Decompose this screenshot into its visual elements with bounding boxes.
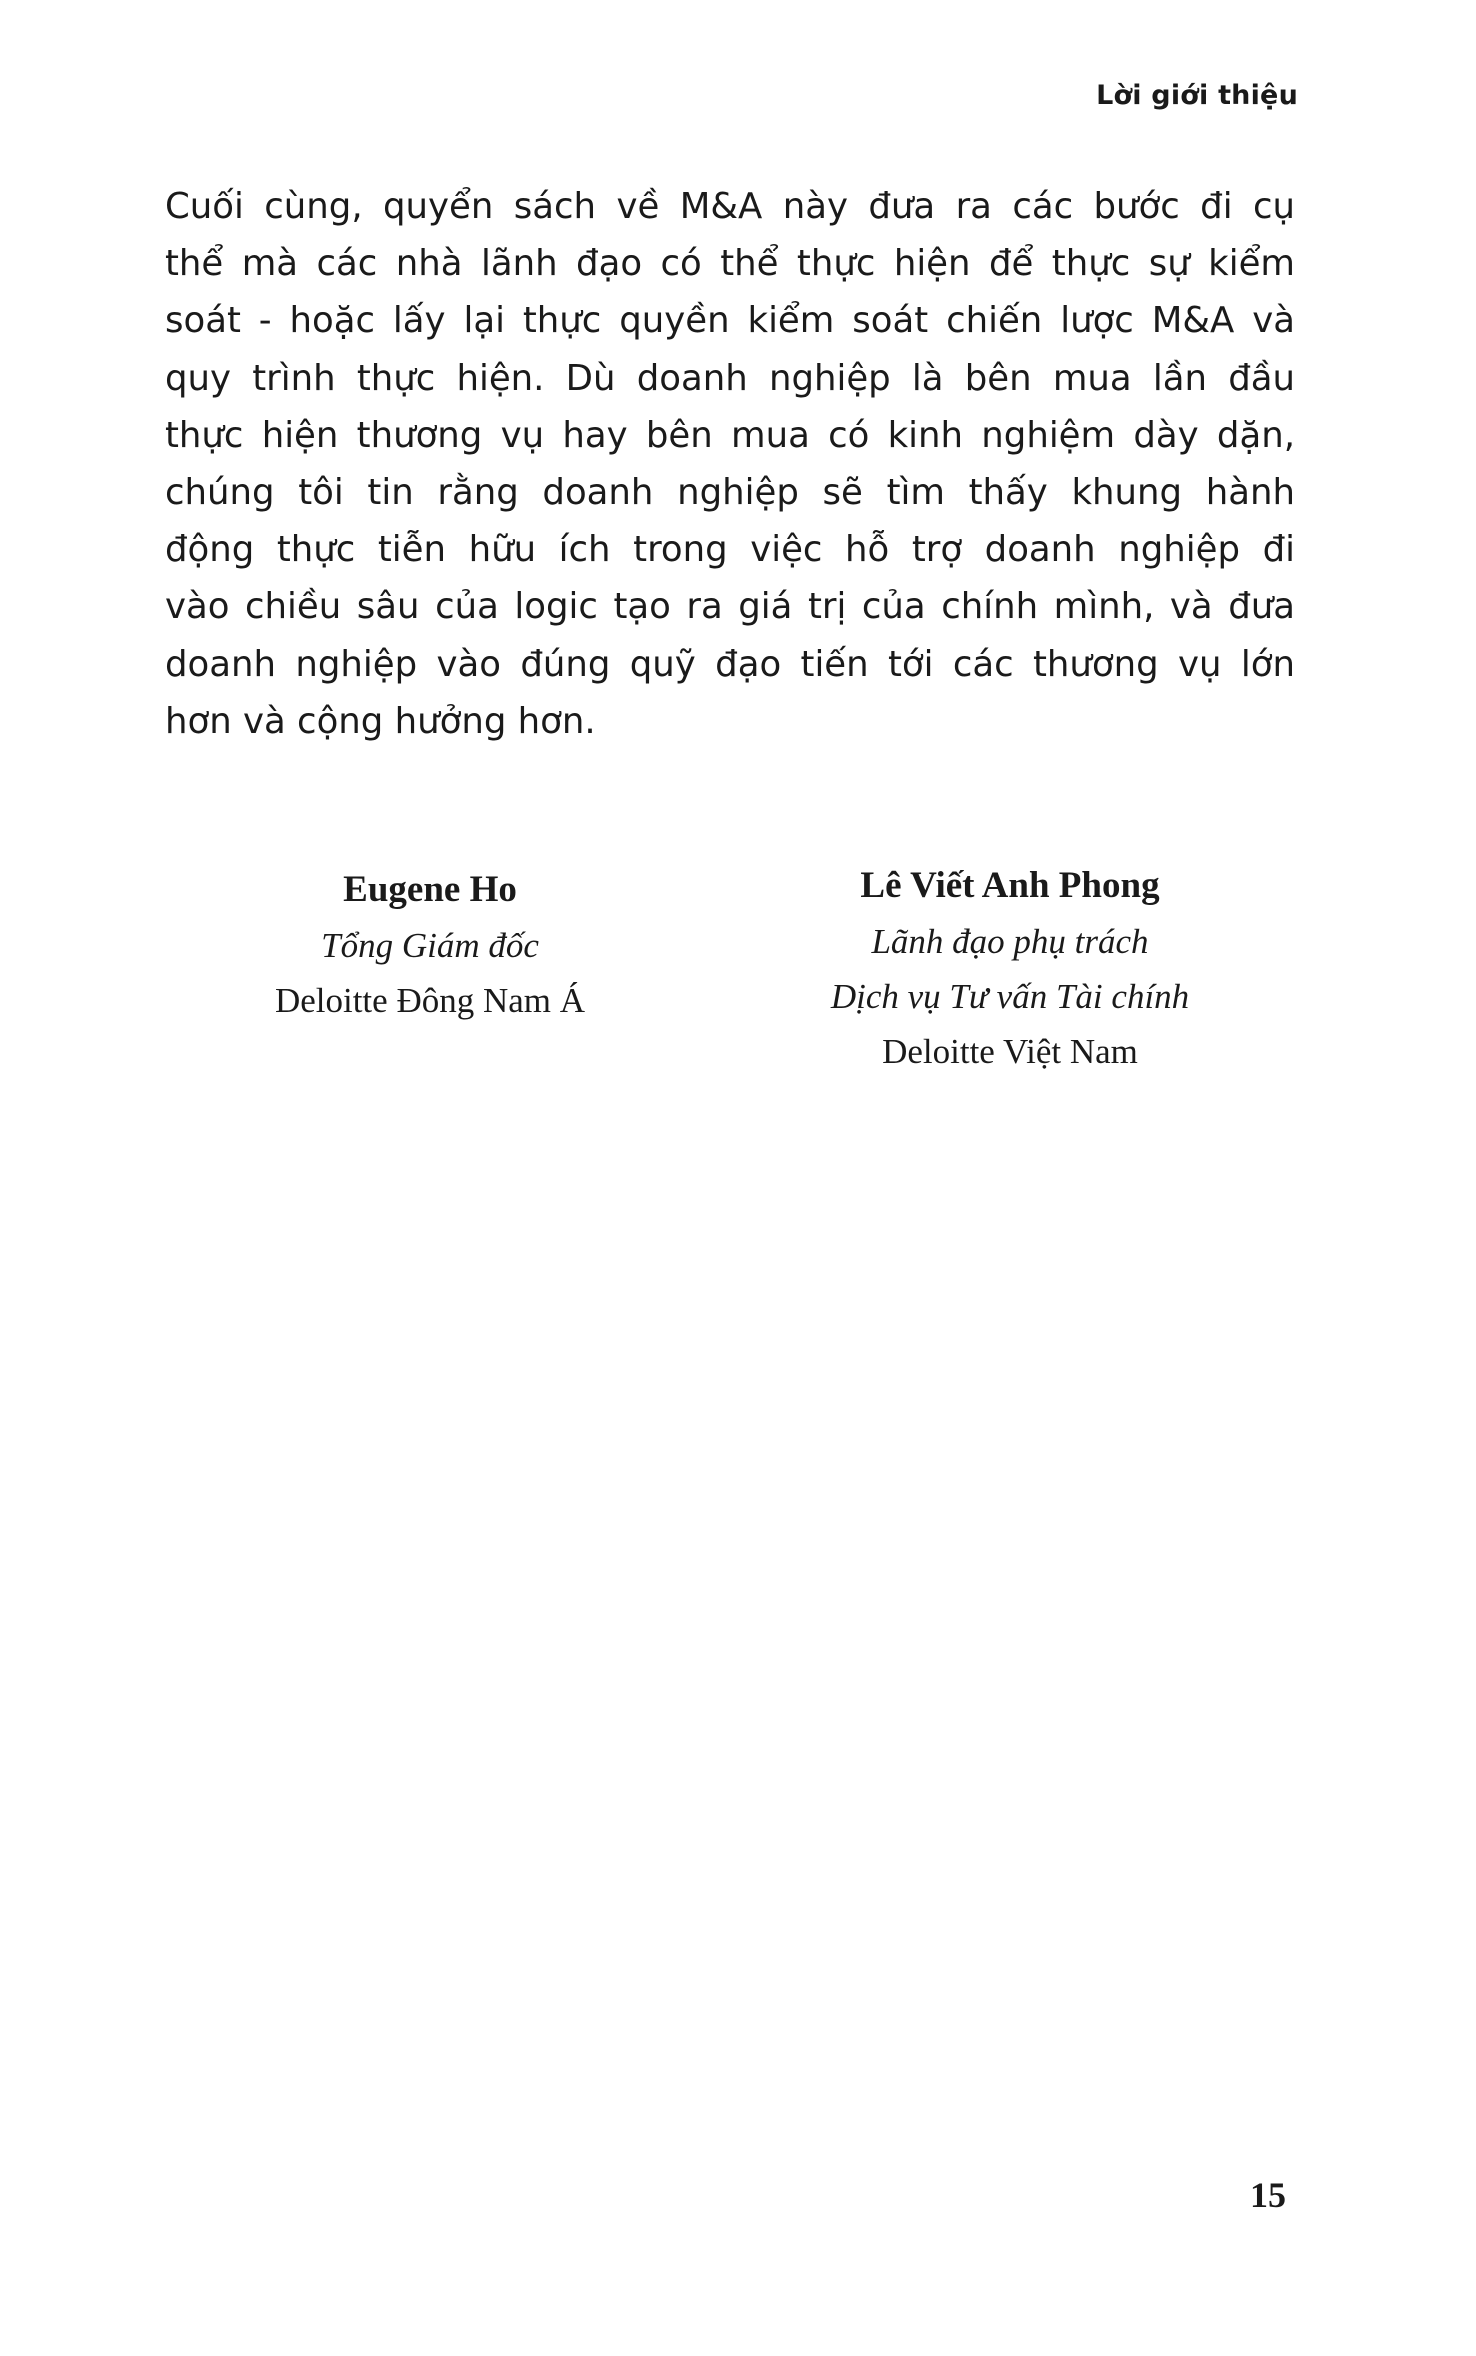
page-number: 15 [1250, 2175, 1286, 2215]
body-line: vào chiều sâu của logic tạo ra giá trị của chính mình, và đưa [165, 586, 1295, 628]
body-line: quy trình thực hiện. Dù doanh nghiệp là bên mua lần đầu [165, 357, 1295, 399]
signer-title: Tổng Giám đốc [321, 926, 539, 965]
signature-left [180, 862, 680, 1029]
signer-name: Lê Viết Anh Phong [860, 865, 1160, 906]
body-line: động thực tiễn hữu ích trong việc hỗ trợ doanh nghiệp đi [165, 529, 1295, 571]
signer-organization: Deloitte Việt Nam [882, 1032, 1138, 1071]
body-line: doanh nghiệp vào đúng quỹ đạo tiến tới các thương vụ lớn [165, 643, 1295, 685]
body-line: thể mà các nhà lãnh đạo có thể thực hiện để thực sự kiểm [165, 243, 1295, 285]
signer-organization: Deloitte Đông Nam Á [274, 981, 586, 1020]
body-line: thực hiện thương vụ hay bên mua có kinh nghiệm dày dặn, [165, 414, 1295, 456]
signer-title: Dịch vụ Tư vấn Tài chính [830, 977, 1190, 1016]
signer-name: Eugene Ho [343, 869, 517, 910]
body-line: soát - hoặc lấy lại thực quyền kiểm soát chiến lược M&A và [165, 300, 1295, 342]
signer-title: Lãnh đạo phụ trách [871, 922, 1149, 961]
body-line: hơn và cộng hưởng hơn. [165, 700, 596, 742]
body-line: Cuối cùng, quyển sách về M&A này đưa ra các bước đi cụ [165, 186, 1295, 227]
body-line: chúng tôi tin rằng doanh nghiệp sẽ tìm thấy khung hành [165, 472, 1295, 514]
body-paragraph [165, 178, 1295, 750]
signature-right [720, 858, 1300, 1080]
running-header: Lời giới thiệu [1096, 80, 1298, 111]
